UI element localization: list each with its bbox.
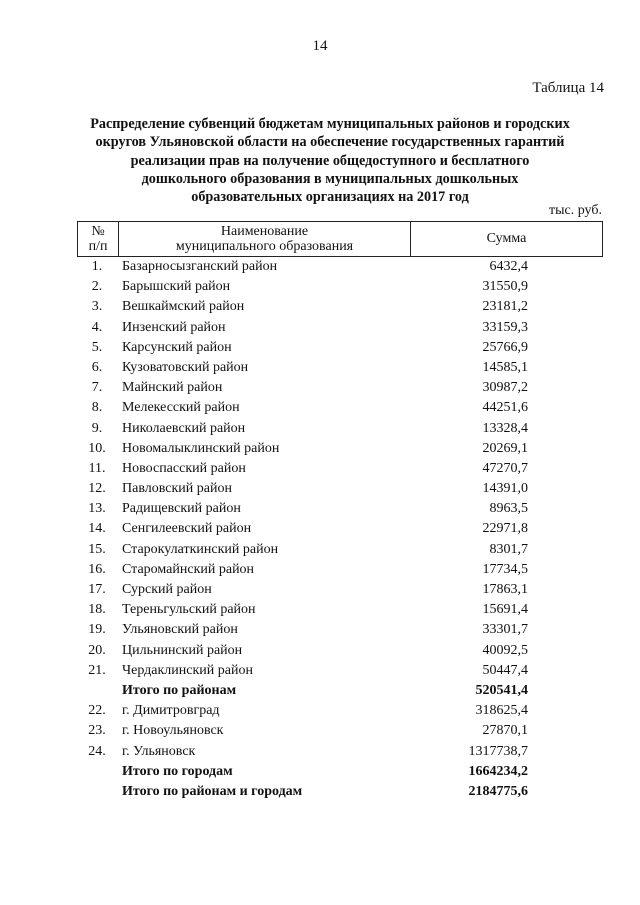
row-sum: 1317738,7 bbox=[468, 743, 528, 759]
table-row bbox=[0, 661, 640, 681]
row-number: 22. bbox=[88, 703, 106, 719]
row-number: 4. bbox=[91, 319, 103, 335]
row-sum: 20269,1 bbox=[482, 440, 528, 456]
table-row bbox=[0, 398, 640, 418]
row-number: 20. bbox=[88, 642, 106, 658]
row-number: 17. bbox=[88, 582, 106, 597]
row-sum: 17734,5 bbox=[482, 561, 528, 577]
header-name-line2: муниципального образования bbox=[175, 239, 354, 254]
page-number: 14 bbox=[312, 38, 328, 54]
row-sum: 50447,4 bbox=[482, 662, 528, 678]
row-name: Ульяновский район bbox=[122, 622, 238, 638]
title-line: Распределение субвенций бюджетам муниципальных районов и городских bbox=[90, 116, 570, 132]
table-total-row bbox=[0, 681, 640, 701]
row-number: 11. bbox=[88, 460, 106, 476]
title-line: реализации прав на получение общедоступного и бесплатного bbox=[130, 152, 530, 169]
table-row bbox=[0, 742, 640, 762]
row-sum: 27870,1 bbox=[482, 723, 528, 739]
unit-label: тыс. руб. bbox=[549, 203, 602, 218]
row-sum: 8963,5 bbox=[489, 501, 528, 517]
header-number-cell bbox=[78, 222, 119, 256]
title-line: дошкольного образования в муниципальных дошкольных bbox=[141, 170, 519, 187]
table-row bbox=[0, 600, 640, 620]
row-number: 13. bbox=[88, 501, 106, 517]
header-sum-cell: Сумма bbox=[486, 231, 527, 246]
table-row bbox=[0, 277, 640, 297]
table-row bbox=[0, 721, 640, 741]
row-name: Тереньгульский район bbox=[122, 602, 256, 618]
row-name: Вешкаймский район bbox=[122, 299, 245, 315]
row-sum: 25766,9 bbox=[482, 339, 528, 355]
table-row bbox=[0, 519, 640, 539]
row-sum: 1664234,2 bbox=[468, 763, 528, 779]
row-number: 12. bbox=[88, 481, 106, 497]
row-number: 9. bbox=[91, 420, 103, 436]
row-number: 3. bbox=[91, 299, 103, 315]
header-name-line1: Наименование bbox=[220, 224, 309, 239]
row-name: Чердаклинский район bbox=[122, 662, 253, 678]
row-sum: 22971,8 bbox=[482, 521, 528, 537]
row-number: 14. bbox=[88, 521, 106, 537]
row-name: Павловский район bbox=[122, 481, 232, 497]
row-number: 15. bbox=[88, 541, 106, 557]
row-name: Сурский район bbox=[122, 582, 212, 597]
row-sum: 318625,4 bbox=[475, 703, 528, 719]
row-name: Итого по районам и городам bbox=[122, 783, 303, 799]
row-name: г. Димитровград bbox=[122, 703, 220, 719]
table-row bbox=[0, 419, 640, 439]
row-sum: 520541,4 bbox=[475, 682, 528, 698]
row-number: 18. bbox=[88, 602, 106, 618]
table-row bbox=[0, 459, 640, 479]
title-line: округов Ульяновской области на обеспечение государственных гарантий bbox=[95, 134, 565, 151]
row-name: Барышский район bbox=[122, 279, 231, 295]
table-row bbox=[0, 257, 640, 277]
row-sum: 14585,1 bbox=[482, 359, 528, 375]
row-name: Инзенский район bbox=[122, 319, 226, 335]
row-number: 7. bbox=[91, 380, 103, 396]
document-title bbox=[60, 115, 600, 206]
row-sum: 40092,5 bbox=[482, 642, 528, 658]
row-sum: 17863,1 bbox=[482, 582, 528, 597]
table-row bbox=[0, 338, 640, 358]
table-row bbox=[0, 318, 640, 338]
row-name: Новоспасский район bbox=[122, 460, 246, 476]
row-sum: 47270,7 bbox=[482, 460, 528, 476]
row-sum: 31550,9 bbox=[482, 279, 528, 295]
table-row bbox=[0, 358, 640, 378]
row-sum: 33301,7 bbox=[482, 622, 528, 638]
row-name: Майнский район bbox=[122, 380, 223, 396]
row-sum: 33159,3 bbox=[482, 319, 528, 335]
row-number: 1. bbox=[91, 259, 103, 274]
table-label: Таблица 14 bbox=[532, 80, 604, 96]
table-row bbox=[0, 701, 640, 721]
row-number: 16. bbox=[88, 561, 106, 577]
table-row bbox=[0, 641, 640, 661]
row-number: 2. bbox=[91, 279, 103, 295]
row-name: Старомайнский район bbox=[122, 561, 255, 577]
row-number: 5. bbox=[91, 339, 103, 355]
row-number: 6. bbox=[91, 359, 103, 375]
row-name: Кузоватовский район bbox=[122, 359, 249, 375]
row-name: Радищевский район bbox=[122, 501, 241, 517]
row-name: г. Новоульяновск bbox=[122, 723, 224, 739]
row-name: Цильнинский район bbox=[122, 642, 243, 658]
row-name: Мелекесский район bbox=[122, 400, 240, 416]
table-row bbox=[0, 378, 640, 398]
row-number: 10. bbox=[88, 440, 106, 456]
row-sum: 30987,2 bbox=[482, 380, 528, 396]
header-number-line1: № bbox=[91, 224, 105, 239]
table-row bbox=[0, 560, 640, 580]
row-sum: 23181,2 bbox=[482, 299, 528, 315]
row-name: г. Ульяновск bbox=[122, 743, 196, 759]
row-sum: 14391,0 bbox=[482, 481, 528, 497]
row-number: 21. bbox=[88, 662, 106, 678]
table-total-row bbox=[0, 762, 640, 782]
header-number-line2: п/п bbox=[88, 239, 108, 254]
table-body bbox=[0, 257, 640, 802]
table-header bbox=[77, 221, 603, 257]
row-name: Карсунский район bbox=[122, 339, 232, 355]
row-number: 23. bbox=[88, 723, 106, 739]
table-row bbox=[0, 620, 640, 640]
row-sum: 6432,4 bbox=[489, 259, 528, 274]
table-row bbox=[0, 479, 640, 499]
table-total-row bbox=[0, 782, 640, 802]
row-number: 24. bbox=[88, 743, 106, 759]
row-number: 8. bbox=[91, 400, 103, 416]
table-row bbox=[0, 540, 640, 560]
row-name: Итого по районам bbox=[122, 682, 237, 698]
row-sum: 2184775,6 bbox=[468, 783, 528, 799]
row-sum: 15691,4 bbox=[482, 602, 528, 618]
row-name: Николаевский район bbox=[122, 420, 246, 436]
header-name-cell bbox=[119, 222, 411, 256]
title-line: образовательных организациях на 2017 год bbox=[191, 189, 469, 206]
row-name: Базарносызганский район bbox=[122, 259, 278, 274]
table-row bbox=[0, 580, 640, 600]
row-number: 19. bbox=[88, 622, 106, 638]
row-name: Старокулаткинский район bbox=[122, 541, 279, 557]
row-sum: 44251,6 bbox=[482, 400, 528, 416]
row-name: Сенгилеевский район bbox=[122, 521, 252, 537]
table-row bbox=[0, 439, 640, 459]
row-name: Итого по городам bbox=[122, 763, 233, 779]
table-row bbox=[0, 499, 640, 519]
row-sum: 13328,4 bbox=[482, 420, 528, 436]
table-row bbox=[0, 297, 640, 317]
row-sum: 8301,7 bbox=[489, 541, 528, 557]
row-name: Новомалыклинский район bbox=[122, 440, 280, 456]
